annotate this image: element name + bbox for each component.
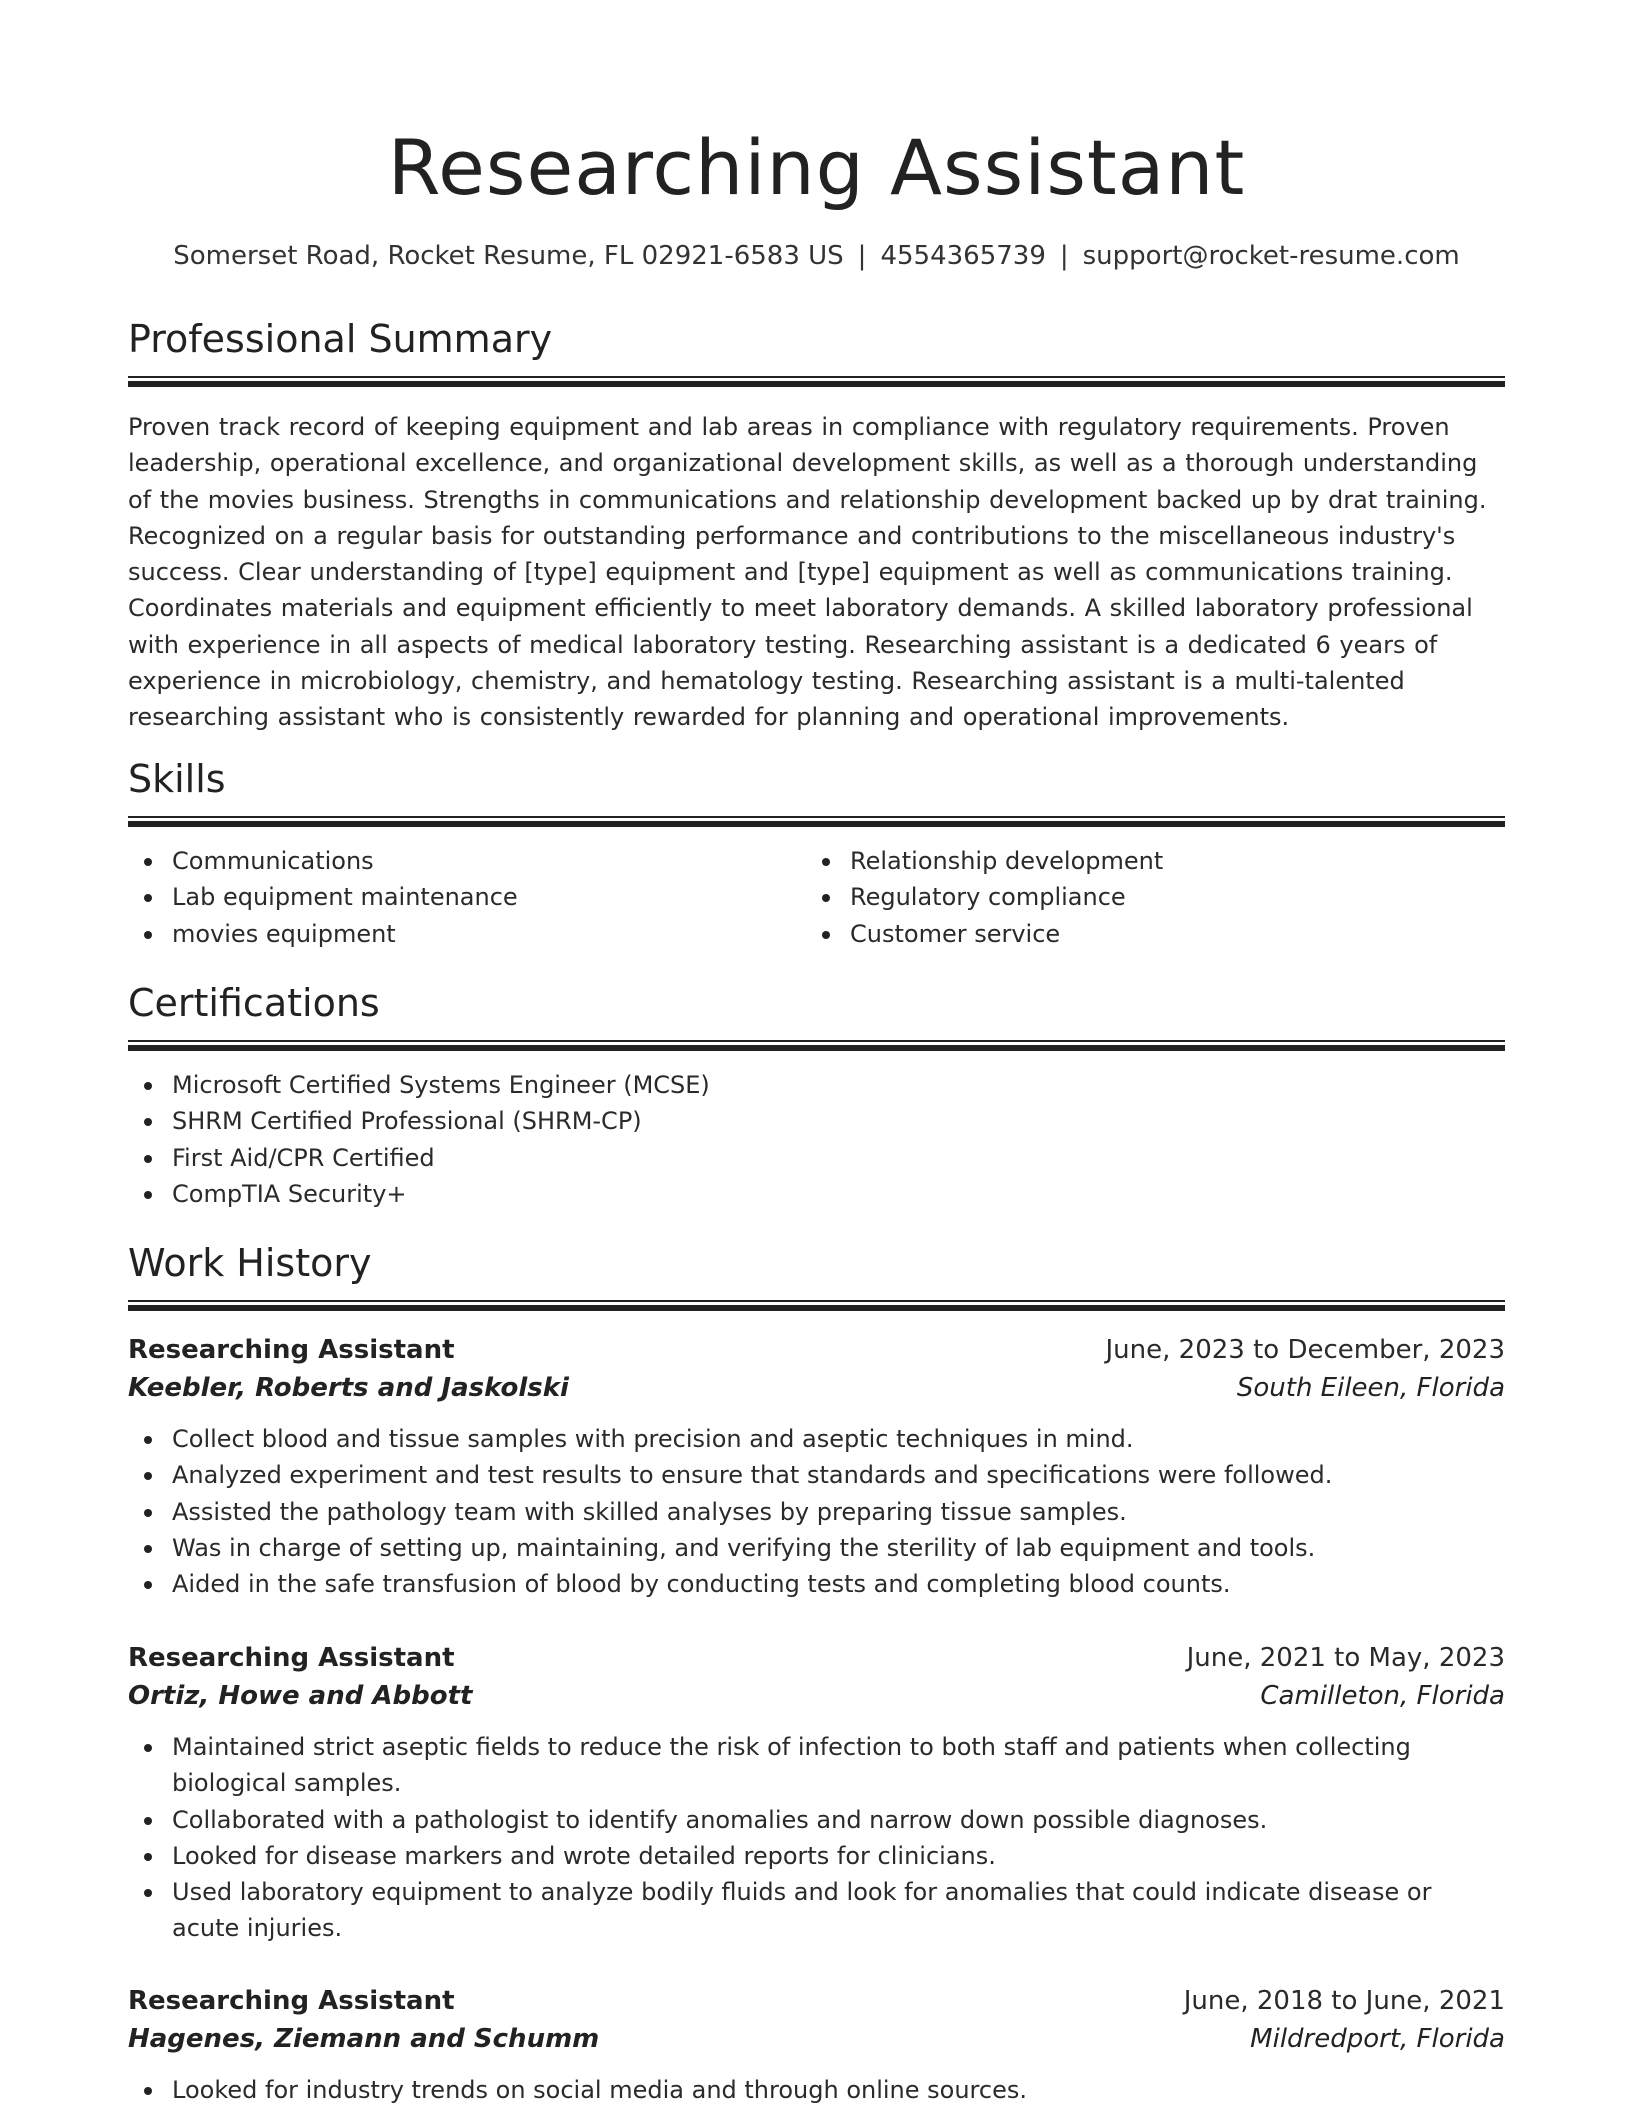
section-certifications (128, 976, 1505, 1212)
job-entry (128, 1982, 1505, 2108)
contact-email: support@rocket-resume.com (1082, 241, 1460, 271)
list-item: Relationship development (850, 843, 1484, 879)
job-title: Researching Assistant (128, 1986, 455, 2016)
section-divider (128, 816, 1505, 827)
job-location: Mildredport, Florida (1250, 2024, 1505, 2054)
list-item: SHRM Certified Professional (SHRM-CP) (172, 1103, 1505, 1139)
contact-separator: | (857, 241, 867, 271)
section-divider (128, 376, 1505, 387)
section-title-certifications: Certifications (128, 981, 380, 1025)
job-subheader (128, 2020, 1505, 2058)
list-item: Lab equipment maintenance (172, 879, 806, 915)
contact-address: Somerset Road, Rocket Resume, FL 02921-6583 US (173, 241, 844, 271)
job-subheader (128, 1677, 1505, 1715)
job-dates: June, 2018 to June, 2021 (1183, 1986, 1505, 2016)
list-item: Microsoft Certified Systems Engineer (MCSE) (172, 1067, 1505, 1103)
list-item: Communications (172, 843, 806, 879)
list-item: Looked for industry trends on social media and through online sources. (172, 2072, 1505, 2108)
section-title-summary: Professional Summary (128, 317, 553, 361)
job-title: Researching Assistant (128, 1643, 455, 1673)
list-item: Collaborated with a pathologist to identify anomalies and narrow down possible diagnoses. (172, 1802, 1505, 1838)
list-item: First Aid/CPR Certified (172, 1140, 1505, 1176)
job-header (128, 1982, 1505, 2020)
job-company: Keebler, Roberts and Jaskolski (128, 1373, 569, 1403)
section-divider (128, 1300, 1505, 1311)
skills-list-left (128, 843, 806, 952)
contact-line (128, 236, 1505, 276)
job-location: South Eileen, Florida (1236, 1373, 1505, 1403)
contact-separator: | (1059, 241, 1069, 271)
job-title: Researching Assistant (128, 1335, 455, 1365)
list-item: Customer service (850, 916, 1484, 952)
list-item: Was in charge of setting up, maintaining, and verifying the sterility of lab equipment and tools. (172, 1530, 1505, 1566)
section-work-history (128, 1236, 1505, 1311)
list-item: Analyzed experiment and test results to ensure that standards and specifications were followed. (172, 1457, 1505, 1493)
section-skills (128, 752, 1505, 952)
job-dates: June, 2023 to December, 2023 (1105, 1335, 1505, 1365)
skills-grid (128, 843, 1505, 952)
section-summary (128, 312, 1505, 736)
job-bullets (128, 1421, 1505, 1602)
list-item: Used laboratory equipment to analyze bodily fluids and look for anomalies that could indicate disease or acute injuries. (172, 1874, 1505, 1947)
job-entry (128, 1331, 1505, 1602)
contact-phone: 4554365739 (880, 241, 1046, 271)
skills-list-right (806, 843, 1484, 952)
job-subheader (128, 1369, 1505, 1407)
list-item: Aided in the safe transfusion of blood by conducting tests and completing blood counts. (172, 1566, 1505, 1602)
list-item: Assisted the pathology team with skilled analyses by preparing tissue samples. (172, 1494, 1505, 1530)
job-entry (128, 1639, 1505, 1947)
job-header (128, 1331, 1505, 1369)
list-item: movies equipment (172, 916, 806, 952)
job-header (128, 1639, 1505, 1677)
list-item: Collect blood and tissue samples with precision and aseptic techniques in mind. (172, 1421, 1505, 1457)
certifications-list (128, 1067, 1505, 1212)
section-title-skills: Skills (128, 757, 226, 801)
job-company: Ortiz, Howe and Abbott (128, 1681, 473, 1711)
job-company: Hagenes, Ziemann and Schumm (128, 2024, 600, 2054)
resume-name: Researching Assistant (387, 123, 1246, 212)
summary-text: Proven track record of keeping equipment and lab areas in compliance with regulatory requirements. Proven leadership, operational excellence, and organizational development skills, as well as a thorough understanding of the movies business. Strengths in communications and relationship development backed up by drat training. Recognized on a regular basis for outstanding performance and contributions to the miscellaneous industry's success. Clear understanding of [type] equipment and [type] equipment as well as communications training. Coordinates materials and equipment efficiently to meet laboratory demands. A skilled laboratory professional with experience in all aspects of medical laboratory testing. Researching assistant is a dedicated 6 years of experience in microbiology, chemistry, and hematology testing. Researching assistant is a multi-talented researching assistant who is consistently rewarded for planning and operational improvements. (128, 413, 1487, 732)
job-dates: June, 2021 to May, 2023 (1186, 1643, 1505, 1673)
job-bullets (128, 2072, 1505, 2108)
list-item: Maintained strict aseptic fields to reduce the risk of infection to both staff and patients when collecting biological samples. (172, 1729, 1505, 1802)
job-location: Camilleton, Florida (1260, 1681, 1505, 1711)
list-item: Looked for disease markers and wrote detailed reports for clinicians. (172, 1838, 1505, 1874)
job-bullets (128, 1729, 1505, 1947)
section-divider (128, 1040, 1505, 1051)
list-item: CompTIA Security+ (172, 1176, 1505, 1212)
list-item: Regulatory compliance (850, 879, 1484, 915)
section-title-work-history: Work History (128, 1241, 372, 1285)
